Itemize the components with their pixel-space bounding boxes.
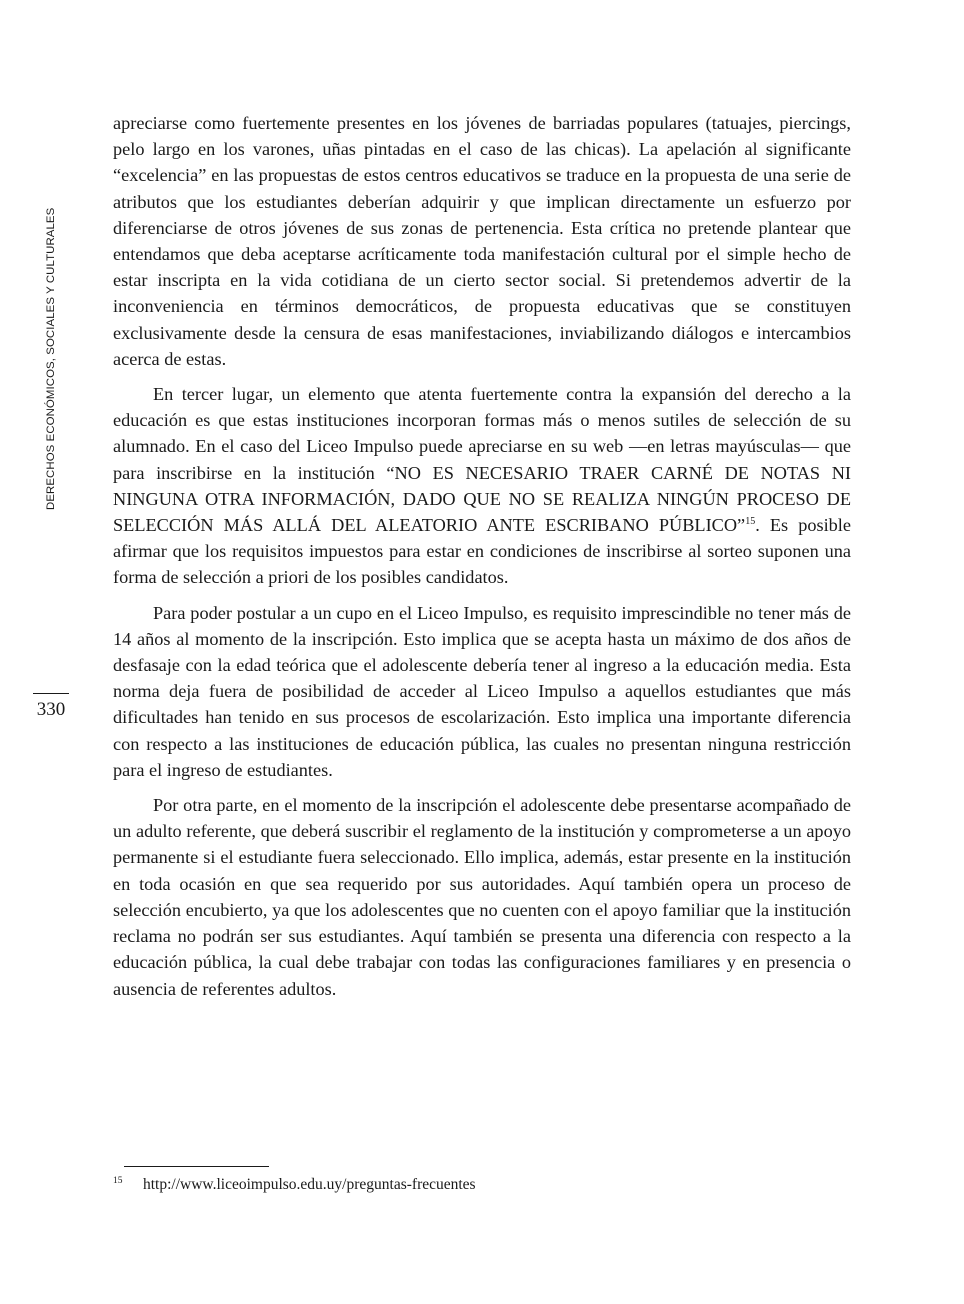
footnote-number: 15 xyxy=(113,1176,123,1186)
page-number-rule xyxy=(33,693,69,694)
paragraph-3: Para poder postular a un cupo en el Liceo Impulso, es requisito imprescindible no tener más de 14 años al momento de la inscripción. Esto implica que se acepta hasta un máximo de dos años de desfasaje con la edad teórica que el adolescente debería tener al ingreso a la educación media. Esta norma deja fuera de posibilidad de acceder al Liceo Impulso a aquellos estudiantes que más dificultades han tenido en sus procesos de escolarización. Esto implica una importante diferencia con respecto a las instituciones de educación pública, las cuales no presentan ninguna restricción para el ingreso de estudiantes. xyxy=(113,602,851,780)
footnote xyxy=(113,1174,813,1196)
paragraph-1: apreciarse como fuertemente presentes en los jóvenes de barriadas populares (tatuajes, piercings, pelo largo en los varones, uñas pintadas en el caso de las chicas). La apelación al significante “excelencia” en las propuestas de estos centros educativos se traduce en la propuesta de una serie de atributos que los estudiantes deberían adquirir y que implican directamente un esfuerzo por diferenciarse de otros jóvenes de sus zonas de pertenencia. Esta crítica no pretende plantear que entendamos que deba aceptarse acríticamente toda manifestación cultural por el simple hecho de estar inscripta en la vida cotidiana de un cierto sector social. Si pretendemos advertir de la inconveniencia en términos democráticos, de propuesta educativas que se constituyen exclusivamente desde la censura de esas manifestaciones, inviabilizando diálogos e intercambios acerca de estas. xyxy=(113,113,851,369)
paragraph-4: Por otra parte, en el momento de la inscripción el adolescente debe presentarse acompañado de un adulto referente, que deberá suscribir el reglamento de la institución y comprometerse a un apoyo permanente si el estudiante fuera seleccionado. Ello implica, además, estar presente en la institución en toda ocasión en que sea requerido por sus autoridades. Aquí también opera un proceso de selección encubierto, ya que los adolescentes que no cuenten con el apoyo familiar que la institución reclama no podrán ser sus estudiantes. Aquí también se presenta una diferencia con respecto a la educación pública, la cual debe trabajar con todas las configuraciones familiares y en presencia o ausencia de referentes adultos. xyxy=(113,795,851,999)
paragraph-2-text-rest: . Es posible afirmar que los requisitos impuestos para estar en condiciones de inscribirse al sorteo suponen una forma de selección a priori de los posibles candidatos. xyxy=(113,515,851,588)
paragraph-2 xyxy=(113,381,851,591)
footnote-url[interactable]: http://www.liceoimpulso.edu.uy/preguntas-frecuentes xyxy=(143,1176,476,1193)
paragraph-2-text: En tercer lugar, un elemento que atenta fuertemente contra la expansión del derecho a la educación es que estas instituciones incorporan formas más o menos sutiles de selección de su alumnado. En el caso del Liceo Impulso puede apreciarse en su web —en letras mayúsculas— que para inscribirse en la institución “NO ES NECESARIO TRAER CARNÉ DE NOTAS NI NINGUNA OTRA INFORMACIÓN, DADO QUE NO SE REALIZA NINGÚN PROCESO DE SELECCIÓN MÁS ALLÁ DEL ALEATORIO ANTE ESCRIBANO PÚBLICO” xyxy=(113,384,851,536)
running-header: DERECHOS ECONÓMICOS, SOCIALES Y CULTURALES xyxy=(45,207,57,510)
body-text xyxy=(113,110,851,1011)
footnote-rule xyxy=(124,1166,269,1167)
page-number: 330 xyxy=(36,699,66,720)
footnote-reference[interactable]: 15 xyxy=(745,515,756,527)
